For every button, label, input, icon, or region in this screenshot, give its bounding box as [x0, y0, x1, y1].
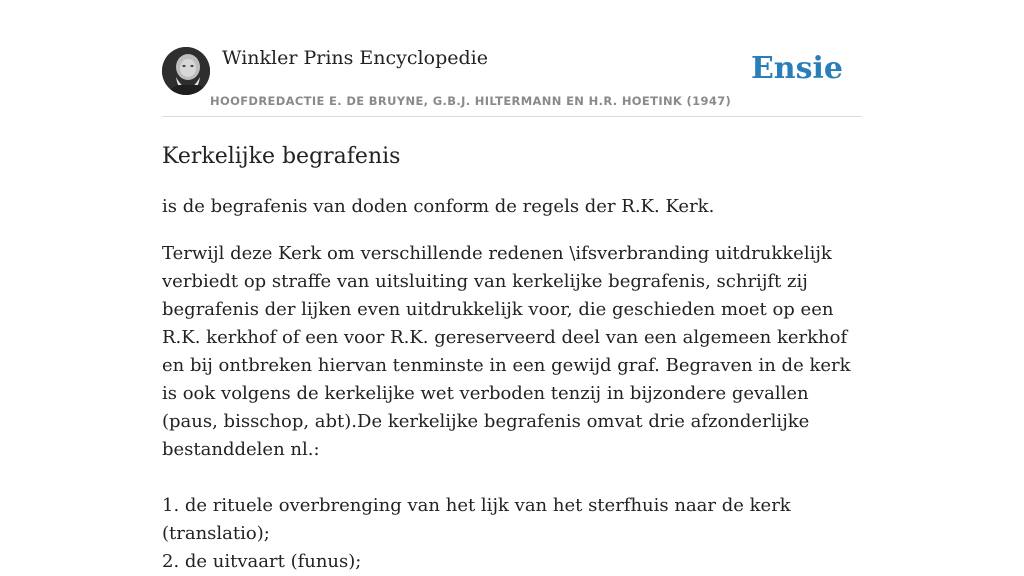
article-intro: is de begrafenis van doden conform de regels der R.K. Kerk.: [162, 196, 715, 217]
ensie-logo-link[interactable]: Ensie: [750, 51, 843, 86]
portrait-icon: [162, 47, 210, 95]
author-avatar[interactable]: [162, 47, 210, 95]
list-item: 2. de uitvaart (funus);: [162, 551, 362, 572]
page: [162, 0, 862, 576]
list-item: 1. de rituele overbrenging van het lijk van het sterfhuis naar de kerk (translatio);: [162, 495, 791, 544]
site-header: [162, 0, 862, 117]
article-list: [162, 492, 862, 576]
article-title: Kerkelijke begrafenis: [162, 144, 401, 169]
publication-title[interactable]: Winkler Prins Encyclopedie: [222, 47, 488, 69]
article-body: Terwijl deze Kerk om verschillende redenen \ifsverbranding uitdrukkelijk verbiedt op straffe van uitsluiting van kerkelijke begrafenis, schrijft zij begrafenis der lijken even uitdrukkelijk voor, die geschieden moet op een R.K. kerkhof of een voor R.K. gereserveerd deel van een algemeen kerkhof en bij ontbreken hiervan tenminste in een gewijd graf. Begraven in de kerk is ook volgens de kerkelijke wet verboden tenzij in bijzondere gevallen (paus, bisschop, abt).De kerkelijke begrafenis omvat drie afzonderlijke bestanddelen nl.:: [162, 243, 851, 460]
editors-line: HOOFDREDACTIE E. DE BRUYNE, G.B.J. HILTERMANN EN H.R. HOETINK (1947): [210, 94, 732, 108]
